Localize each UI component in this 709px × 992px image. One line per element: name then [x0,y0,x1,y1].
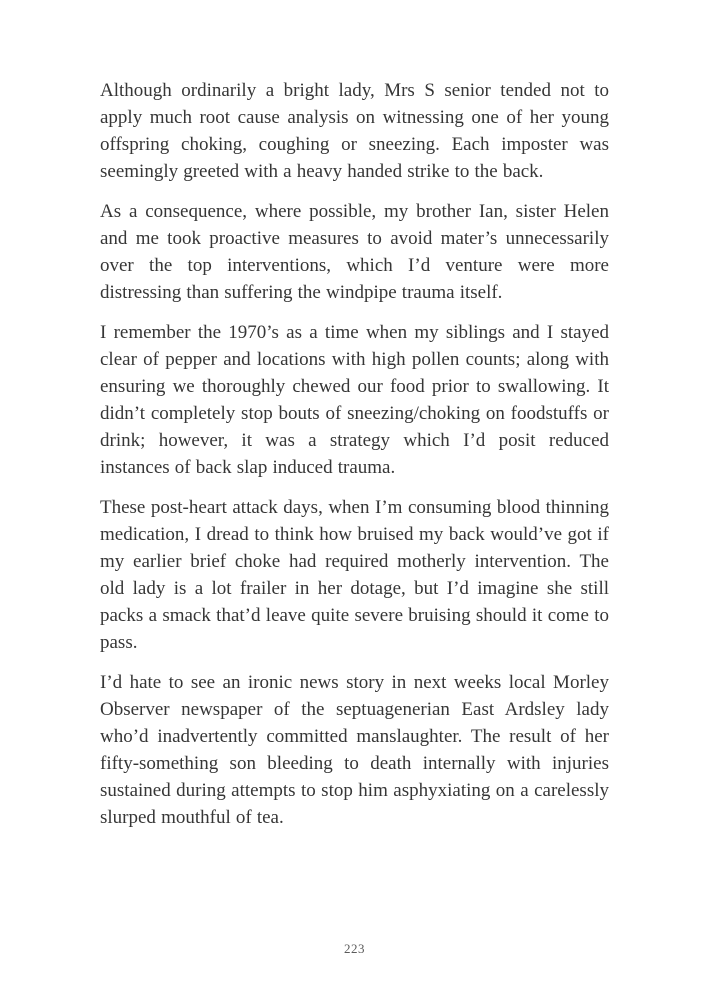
page-number: 223 [344,941,365,956]
paragraph: These post-heart attack days, when I’m consuming blood thinning medication, I dread to think how bruised my back would’ve got if my earlier brief choke had required motherly intervention. The old lady is a lot frailer in her dotage, but I’d imagine she still packs a smack that’d leave quite severe bruising should it come to pass. [100,497,609,653]
page-content [100,77,609,844]
paragraph: I’d hate to see an ironic news story in next weeks local Morley Observer newspaper of the septuagenerian East Ardsley lady who’d inadvertently committed manslaughter. The result of her fifty-something son bleeding to death internally with injuries sustained during attempts to stop him asphyxiating on a carelessly slurped mouthful of tea. [100,672,609,828]
paragraph: Although ordinarily a bright lady, Mrs S senior tended not to apply much root cause analysis on witnessing one of her young offspring choking, coughing or sneezing. Each imposter was seemingly greeted with a heavy handed strike to the back. [100,80,609,182]
paragraph: As a consequence, where possible, my brother Ian, sister Helen and me took proactive measures to avoid mater’s unnecessarily over the top interventions, which I’d venture were more distressing than suffering the windpipe trauma itself. [100,201,609,303]
paragraph: I remember the 1970’s as a time when my siblings and I stayed clear of pepper and locations with high pollen counts; along with ensuring we thoroughly chewed our food prior to swallowing. It didn’t completely stop bouts of sneezing/choking on foodstuffs or drink; however, it was a strategy which I’d posit reduced instances of back slap induced trauma. [100,322,609,478]
